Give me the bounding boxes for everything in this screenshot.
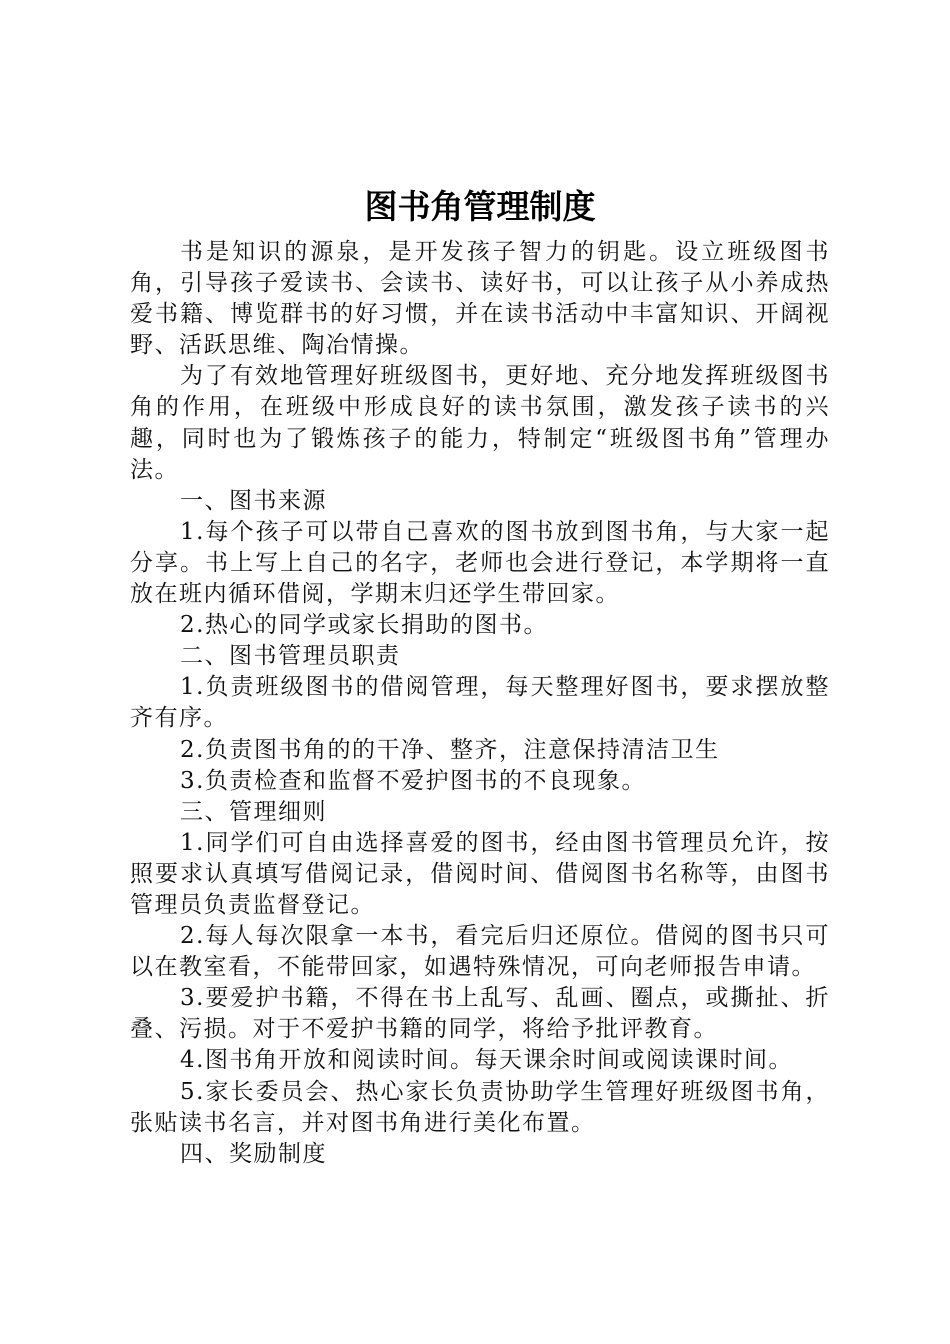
list-item: 1.负责班级图书的借阅管理，每天整理好图书，要求摆放整齐有序。 [130, 674, 830, 732]
paragraph-purpose: 为了有效地管理好班级图书，更好地、充分地发挥班级图书角的作用，在班级中形成良好的读书氛围，激发孩子读书的兴趣，同时也为了锻炼孩子的能力，特制定“班级图书角”管理办法。 [130, 363, 830, 483]
section-heading-rewards: 四、奖励制度 [180, 1140, 327, 1167]
list-item: 5.家长委员会、热心家长负责协助学生管理好班级图书角，张贴读书名言，并对图书角进行美化布置。 [130, 1078, 830, 1136]
list-item: 3.要爱护书籍，不得在书上乱写、乱画、圈点，或撕扯、折叠、污损。对于不爱护书籍的同学，将给予批评教育。 [130, 985, 830, 1043]
list-item: 2.每人每次限拿一本书，看完后归还原位。借阅的图书只可以在教室看，不能带回家，如遇特殊情况，可向老师报告申请。 [130, 923, 830, 981]
list-item: 2.热心的同学或家长捐助的图书。 [180, 612, 548, 639]
section-heading-sources: 一、图书来源 [180, 487, 327, 514]
document-title: 图书角管理制度 [364, 187, 596, 226]
paragraph-intro: 书是知识的源泉，是开发孩子智力的钥匙。设立班级图书角，引导孩子爱读书、会读书、读好书，可以让孩子从小养成热爱书籍、博览群书的好习惯，并在读书活动中丰富知识、开阔视野、活跃思维、陶冶情操。 [130, 239, 830, 359]
section-heading-rules: 三、管理细则 [180, 798, 327, 825]
section-heading-duties: 二、图书管理员职责 [180, 643, 401, 670]
list-item: 1.同学们可自由选择喜爱的图书，经由图书管理员允许，按照要求认真填写借阅记录，借阅时间、借阅图书名称等，由图书管理员负责监督登记。 [130, 829, 830, 918]
list-item: 3.负责检查和监督不爱护图书的不良现象。 [180, 767, 646, 794]
list-item: 4.图书角开放和阅读时间。每天课余时间或阅读课时间。 [180, 1047, 793, 1074]
document-body [130, 237, 830, 1170]
list-item: 1.每个孩子可以带自己喜欢的图书放到图书角，与大家一起分享。书上写上自己的名字，老师也会进行登记，本学期将一直放在班内循环借阅，学期末归还学生带回家。 [130, 518, 830, 608]
list-item: 2.负责图书角的的干净、整齐，注意保持清洁卫生 [180, 736, 720, 763]
